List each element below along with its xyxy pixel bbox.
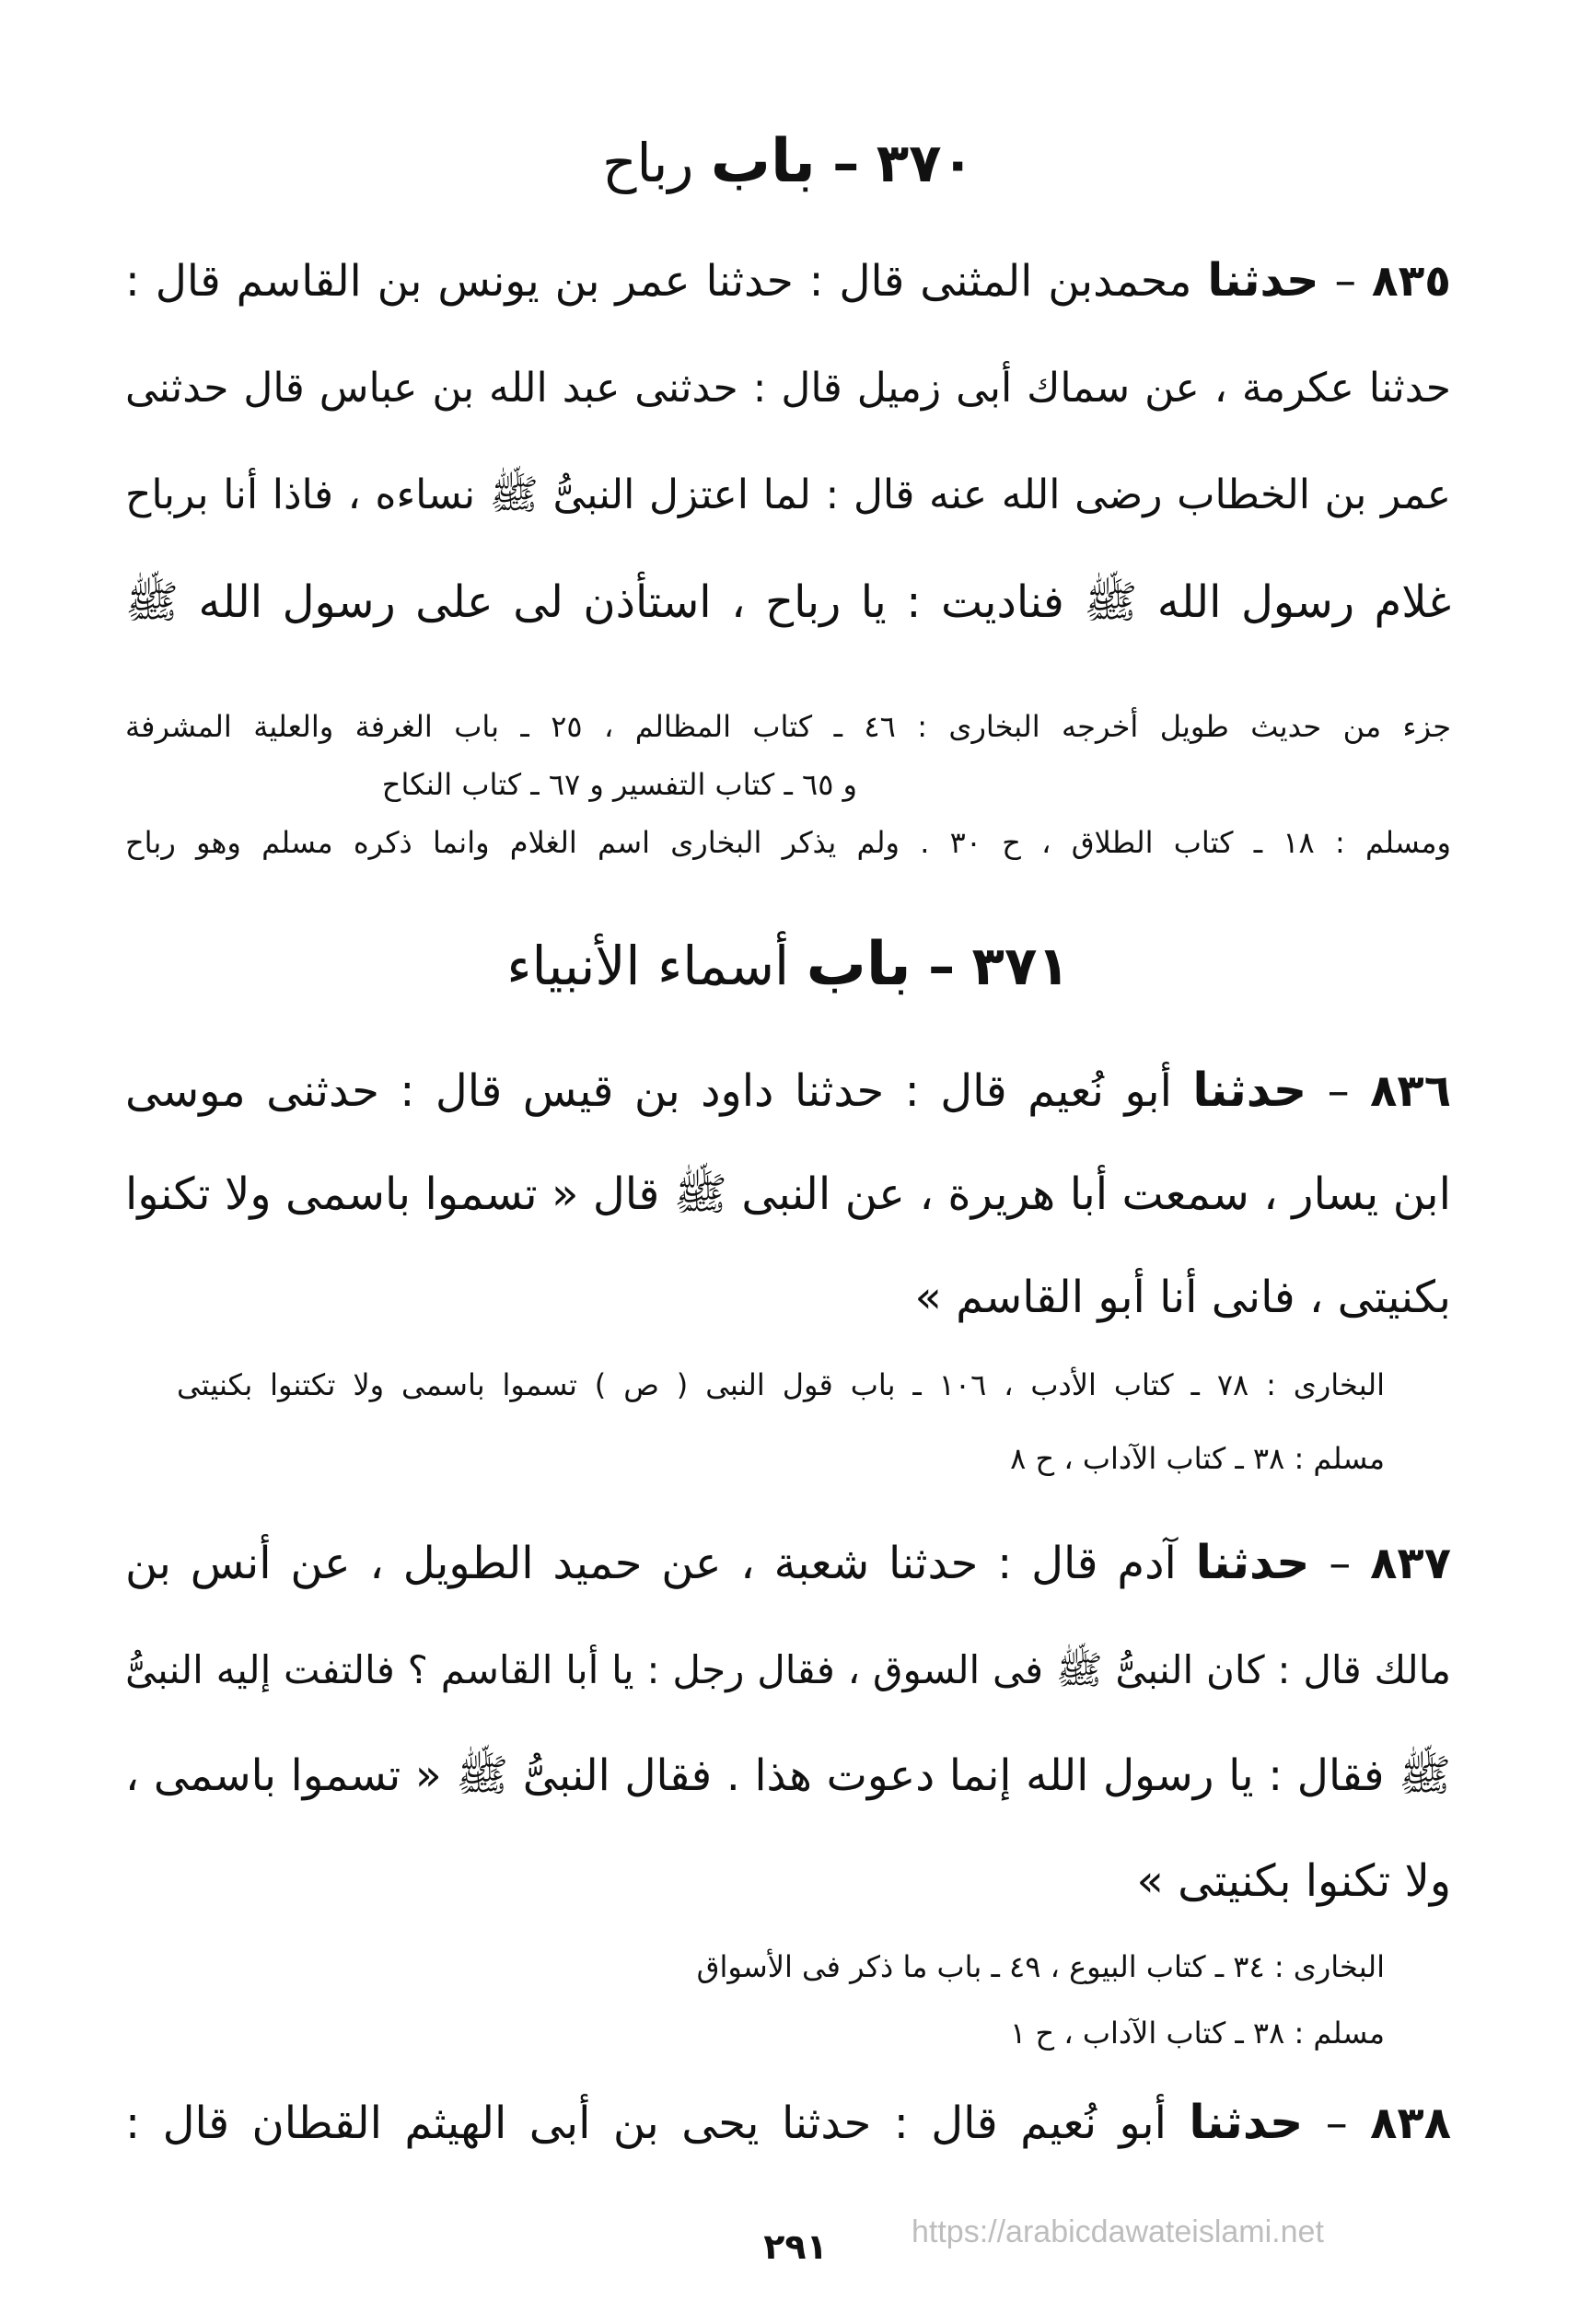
hadith-835 [125,227,1451,656]
footnote-line: البخارى : ٧٨ ـ كتاب الأدب ، ١٠٦ ـ باب قول النبى ( ص ) تسموا باسمى ولا تكتنوا بكنيتى [177,1367,1386,1402]
chapter-number: ٣٧١ [971,935,1070,997]
chapter-heading-371 [125,919,1451,1012]
chapter-bab-label: باب [710,127,816,196]
chapter-heading-370 [125,116,1451,209]
chapter-title: أسماء الأنبياء [506,935,790,997]
footnote-line: جزء من حديث طويل أخرجه البخارى : ٤٦ ـ كتاب المظالم ، ٢٥ ـ باب الغرفة والعلية المشرفة [125,709,1452,744]
hadith-number: ٨٣٧ [1370,1538,1451,1589]
hadith-line: مالك قال : كان النبىُّ ﷺ فى السوق ، فقال رجل : يا أبا القاسم ؟ فالتفت إليه النبىُّ [125,1647,1451,1692]
hadith-first-line-text: محمدبن المثنى قال : حدثنا عمر بن يونس بن القاسم قال : [125,256,1192,307]
footnote-line: ومسلم : ١٨ ـ كتاب الطلاق ، ح ٣٠ . ولم يذكر البخارى اسم الغلام وانما ذكره مسلم وهو رباح [125,825,1452,860]
hadith-lead-word: حدثنا [1192,1063,1307,1117]
hadith-dash: – [1327,1065,1350,1117]
chapter-dash: – [832,132,860,194]
hadith-number: ٨٣٦ [1370,1065,1451,1117]
hadith-dash: – [1325,2097,1348,2149]
hadith-line: ولا تكنوا بكنيتى » [1136,1855,1451,1907]
hadith-first-line-text: آدم قال : حدثنا شعبة ، عن حميد الطويل ، عن أنس بن [125,1538,1177,1589]
hadith-lead-word: حدثنا [1189,2095,1304,2149]
footnote-line: مسلم : ٣٨ ـ كتاب الآداب ، ح ١ [1010,2016,1385,2051]
footnote-837 [177,1934,1385,2066]
hadith-number: ٨٣٨ [1370,2097,1451,2149]
footnote-line: مسلم : ٣٨ ـ كتاب الآداب ، ح ٨ [1010,1441,1385,1476]
hadith-first-line-text: أبو نُعيم قال : حدثنا داود بن قيس قال : حدثنى موسى [125,1065,1172,1117]
chapter-title: رباح [602,132,694,194]
hadith-line [125,2069,1451,2177]
footnote-line: البخارى : ٣٤ ـ كتاب البيوع ، ٤٩ ـ باب ما ذكر فى الأسواق [696,1949,1385,1984]
watermark-url: https://arabicdawateislami.net [912,2214,1324,2249]
hadith-line: ابن يسار ، سمعت أبا هريرة ، عن النبى ﷺ قال « تسموا باسمى ولا تكنوا [125,1168,1451,1220]
hadith-line: بكنيتى ، فانى أنا أبو القاسم » [914,1272,1451,1323]
footnote-835 [125,698,1451,872]
chapter-bab-label: باب [806,930,912,999]
hadith-lead-word: حدثنا [1195,1535,1310,1589]
hadith-line: ﷺ فقال : يا رسول الله إنما دعوت هذا . فقال النبىُّ ﷺ « تسموا باسمى ، [125,1750,1451,1801]
hadith-line: غلام رسول الله ﷺ فناديت : يا رباح ، استأذن لى على رسول الله ﷺ [125,576,1451,628]
hadith-lead-word: حدثنا [1207,253,1319,307]
hadith-dash: – [1334,256,1357,307]
hadith-line: عمر بن الخطاب رضى الله عنه قال : لما اعتزل النبىُّ ﷺ نساءه ، فاذا أنا برباح [125,471,1451,518]
hadith-838 [125,2069,1451,2177]
hadith-number: ٨٣٥ [1371,256,1451,307]
hadith-line [125,227,1451,335]
hadith-837 [125,1509,1451,1935]
hadith-line [125,1039,1451,1143]
hadith-first-line-text: أبو نُعيم قال : حدثنا يحى بن أبى الهيثم القطان قال : [125,2097,1167,2149]
chapter-number: ٣٧٠ [876,132,974,194]
hadith-dash: – [1329,1538,1352,1589]
hadith-line: حدثنا عكرمة ، عن سماك أبى زميل قال : حدثنى عبد الله بن عباس قال حدثنى [125,365,1451,412]
page-number: ٢٩١ [763,2226,828,2267]
hadith-line [125,1509,1451,1617]
chapter-dash: – [928,935,956,997]
footnote-836 [177,1348,1385,1495]
hadith-836 [125,1039,1451,1349]
footnote-line: و ٦٥ ـ كتاب التفسير و ٦٧ ـ كتاب النكاح [381,767,857,802]
